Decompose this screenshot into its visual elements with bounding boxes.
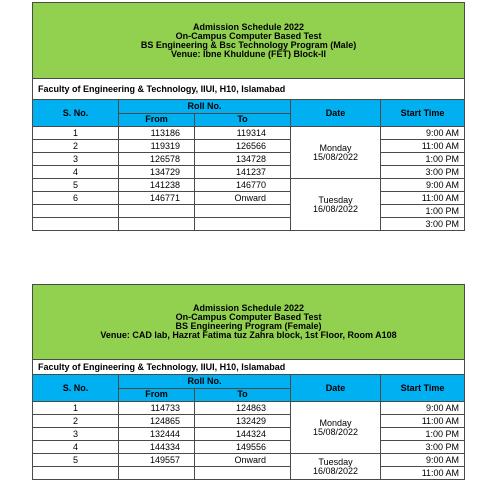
cell-from: 126578 (119, 153, 195, 166)
cell-time: 1:00 PM (381, 205, 465, 218)
header-start-time: Start Time (381, 100, 465, 127)
table-row (33, 192, 465, 205)
cell-to (195, 467, 291, 480)
cell-to: 119314 (195, 127, 291, 140)
date-day: Tuesday (318, 194, 353, 205)
venue: Venue: CAD lab, Hazrat Fatima tuz Zahra block, 1st Floor, Room A108 (100, 330, 397, 340)
header-date: Date (291, 100, 381, 127)
date-value: 16/08/2022 (312, 465, 359, 476)
date-cell (291, 179, 381, 231)
cell-sno (33, 218, 119, 231)
header-date: Date (291, 375, 381, 402)
program-name: BS Engineering & Bsc Technology Program (Male) (140, 39, 357, 50)
header-from: From (119, 113, 195, 127)
date-cell (291, 127, 381, 179)
cell-from (119, 218, 195, 231)
header-from: From (119, 388, 195, 402)
table-row (33, 454, 465, 467)
cell-sno: 3 (33, 153, 119, 166)
table-row (33, 179, 465, 192)
header-to: To (195, 113, 291, 127)
table-row (33, 415, 465, 428)
schedule-table-female (32, 284, 465, 480)
cell-time: 9:00 AM (381, 179, 465, 192)
cell-time: 11:00 AM (381, 415, 465, 428)
schedule-table-male (32, 2, 465, 231)
faculty-line: Faculty of Engineering & Technology, IIUI, H10, Islamabad (33, 79, 465, 100)
cell-from: 113186 (119, 127, 195, 140)
cell-from: 124865 (119, 415, 195, 428)
table-row (33, 428, 465, 441)
cell-time: 1:00 PM (381, 428, 465, 441)
cell-sno: 4 (33, 166, 119, 179)
cell-sno: 5 (33, 179, 119, 192)
cell-to: 132429 (195, 415, 291, 428)
cell-from: 144334 (119, 441, 195, 454)
table-row (33, 218, 465, 231)
date-value: 15/08/2022 (312, 426, 359, 437)
schedule-subtitle: On-Campus Computer Based Test (175, 30, 322, 41)
cell-from (119, 467, 195, 480)
cell-sno: 1 (33, 127, 119, 140)
schedule-title-block (33, 285, 465, 360)
cell-time: 3:00 PM (381, 218, 465, 231)
schedule-title-block (33, 3, 465, 79)
cell-sno: 2 (33, 140, 119, 153)
program-name: BS Engineering Program (Female) (175, 321, 322, 331)
cell-sno: 5 (33, 454, 119, 467)
table-row (33, 153, 465, 166)
cell-time: 11:00 AM (381, 192, 465, 205)
table-row (33, 140, 465, 153)
cell-to (195, 205, 291, 218)
cell-from: 146771 (119, 192, 195, 205)
date-cell (291, 402, 381, 454)
table-row (33, 441, 465, 454)
header-start-time: Start Time (381, 375, 465, 402)
cell-from (119, 205, 195, 218)
cell-to: Onward (195, 454, 291, 467)
header-roll-no: Roll No. (119, 375, 291, 389)
venue: Venue: Ibne Khuldune (FET) Block-II (171, 48, 327, 59)
cell-from: 134729 (119, 166, 195, 179)
cell-time: 9:00 AM (381, 127, 465, 140)
cell-to: 126566 (195, 140, 291, 153)
date-cell (291, 454, 381, 480)
cell-time: 9:00 AM (381, 402, 465, 415)
cell-to: 134728 (195, 153, 291, 166)
cell-from: 149557 (119, 454, 195, 467)
cell-time: 3:00 PM (381, 441, 465, 454)
cell-from: 114733 (119, 402, 195, 415)
date-value: 16/08/2022 (312, 203, 359, 214)
cell-to: 124863 (195, 402, 291, 415)
header-sno: S. No. (33, 100, 119, 127)
schedule-title: Admission Schedule 2022 (193, 303, 305, 313)
schedule-subtitle: On-Campus Computer Based Test (175, 312, 322, 322)
header-to: To (195, 388, 291, 402)
cell-sno: 4 (33, 441, 119, 454)
cell-time: 11:00 AM (381, 467, 465, 480)
cell-to (195, 218, 291, 231)
cell-from: 132444 (119, 428, 195, 441)
date-day: Tuesday (318, 456, 353, 467)
cell-time: 9:00 AM (381, 454, 465, 467)
cell-from: 119319 (119, 140, 195, 153)
cell-time: 11:00 AM (381, 140, 465, 153)
table-row (33, 166, 465, 179)
cell-sno: 2 (33, 415, 119, 428)
cell-to: 141237 (195, 166, 291, 179)
schedule-title: Admission Schedule 2022 (193, 21, 305, 32)
table-row (33, 402, 465, 415)
cell-to: 149556 (195, 441, 291, 454)
header-roll-no: Roll No. (119, 100, 291, 114)
cell-time: 1:00 PM (381, 153, 465, 166)
date-day: Monday (319, 142, 352, 153)
date-day: Monday (319, 417, 352, 428)
cell-sno (33, 467, 119, 480)
table-row (33, 467, 465, 480)
faculty-line: Faculty of Engineering & Technology, IIUI, H10, Islamabad (33, 360, 465, 375)
cell-sno: 6 (33, 192, 119, 205)
table-row (33, 127, 465, 140)
table-row (33, 205, 465, 218)
cell-to: 146770 (195, 179, 291, 192)
cell-sno: 1 (33, 402, 119, 415)
cell-sno (33, 205, 119, 218)
cell-to: 144324 (195, 428, 291, 441)
cell-sno: 3 (33, 428, 119, 441)
cell-time: 3:00 PM (381, 166, 465, 179)
cell-from: 141238 (119, 179, 195, 192)
cell-to: Onward (195, 192, 291, 205)
date-value: 15/08/2022 (312, 151, 359, 162)
header-sno: S. No. (33, 375, 119, 402)
